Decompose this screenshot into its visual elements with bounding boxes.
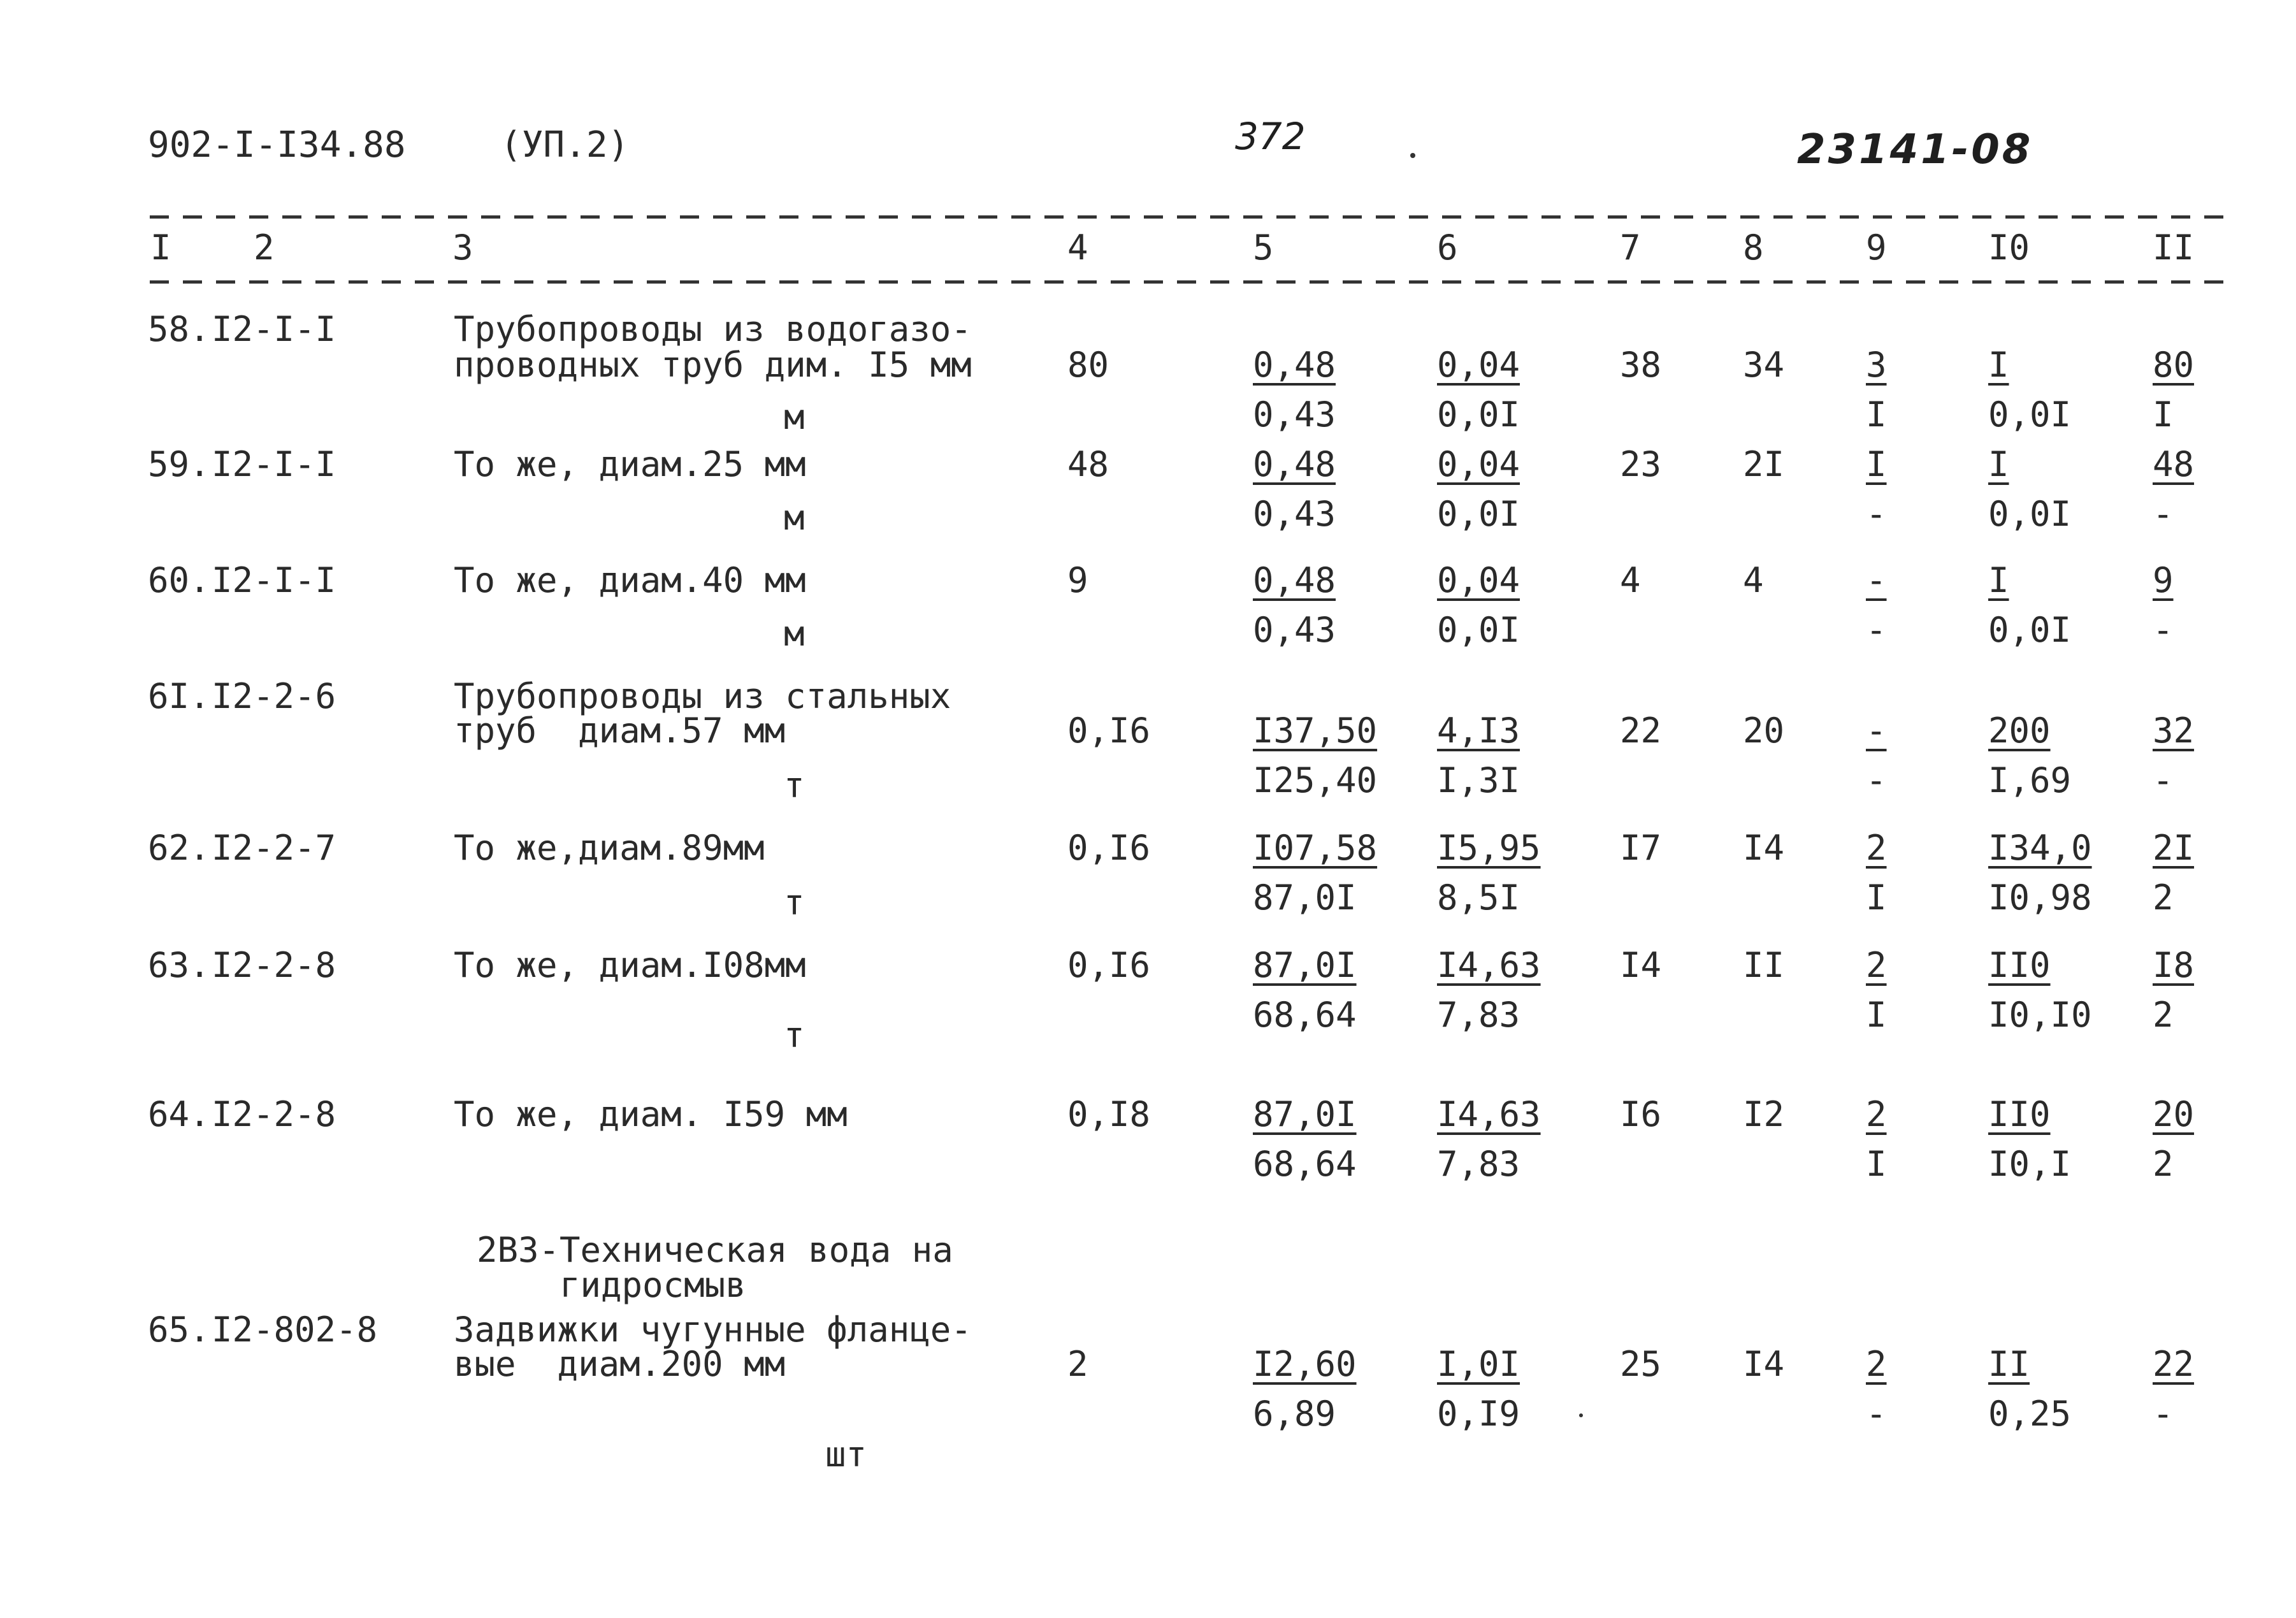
cell-col11-bottom: - (2153, 610, 2174, 650)
cell-col11-bottom: 2 (2153, 878, 2174, 918)
row-description: проводных труб дим. I5 мм (454, 345, 972, 385)
section-heading: гидросмыв (560, 1265, 746, 1305)
row-code: I2-2-8 (212, 1094, 336, 1134)
cell-col6-bottom: 0,0I (1437, 494, 1520, 534)
cell-col10-bottom: 0,0I (1988, 394, 2072, 435)
row-number: 62. (148, 828, 210, 868)
cell-col5-bottom: 6,89 (1253, 1394, 1336, 1434)
cell-col9-top: 2 (1866, 1344, 1887, 1384)
cell-col8: I4 (1743, 828, 1785, 868)
cell-col9-bottom: I (1866, 394, 1887, 435)
row-unit: м (784, 397, 805, 437)
row-number: 6I. (148, 676, 210, 716)
cell-col5-top: I07,58 (1253, 828, 1378, 868)
row-code: I2-2-6 (212, 676, 336, 716)
cell-col9-top: - (1866, 711, 1887, 751)
cell-col5-bottom: 68,64 (1253, 1144, 1357, 1184)
cell-col7: 22 (1620, 711, 1662, 751)
cell-col9-bottom: I (1866, 995, 1887, 1035)
row-code: I2-2-7 (212, 828, 336, 868)
col-header-7: 7 (1620, 228, 1641, 268)
row-number: 63. (148, 945, 210, 985)
col-header-9: 9 (1866, 228, 1887, 268)
cell-col4: 0,I6 (1067, 828, 1151, 868)
cell-col9-top: 2 (1866, 1094, 1887, 1134)
row-number: 58. (148, 309, 210, 349)
col-header-6: 6 (1437, 228, 1458, 268)
cell-col5-bottom: 0,43 (1253, 610, 1336, 650)
cell-col10-bottom: 0,0I (1988, 610, 2072, 650)
cell-col10-top: I (1988, 444, 2009, 484)
cell-col10-top: I (1988, 560, 2009, 600)
row-unit: т (784, 883, 805, 923)
row-description: То же,диам.89мм (454, 828, 765, 868)
row-unit: т (784, 765, 805, 805)
cell-col4: 48 (1067, 444, 1109, 484)
cell-col6-bottom: 0,0I (1437, 610, 1520, 650)
row-description: То же, диам.40 мм (454, 560, 806, 600)
cell-col10-top: II0 (1988, 945, 2051, 985)
row-description: труб диам.57 мм (454, 711, 786, 751)
cell-col6-top: I,0I (1437, 1344, 1520, 1384)
cell-col6-bottom: 7,83 (1437, 995, 1520, 1035)
row-unit: шт (825, 1434, 867, 1475)
cell-col6-bottom: 0,0I (1437, 394, 1520, 435)
cell-col4: 2 (1067, 1344, 1088, 1384)
cell-col11-top: 2I (2153, 828, 2195, 868)
cell-col6-bottom: 0,I9 (1437, 1394, 1520, 1434)
row-unit: м (784, 614, 805, 654)
cell-col11-bottom: I (2153, 394, 2174, 435)
cell-col5-top: 0,48 (1253, 560, 1336, 600)
cell-col10-bottom: I,69 (1988, 760, 2072, 800)
cell-col4: 0,I6 (1067, 945, 1151, 985)
col-header-5: 5 (1253, 228, 1274, 268)
cell-col10-top: I34,0 (1988, 828, 2092, 868)
cell-col7: I4 (1620, 945, 1662, 985)
col-header-10: I0 (1988, 228, 2030, 268)
row-number: 65. (148, 1310, 210, 1350)
ink-dot (1579, 1413, 1583, 1417)
cell-col11-top: 9 (2153, 560, 2174, 600)
cell-col6-top: I5,95 (1437, 828, 1541, 868)
cell-col9-bottom: I (1866, 1144, 1887, 1184)
cell-col9-bottom: - (1866, 1394, 1887, 1434)
cell-col8: I4 (1743, 1344, 1785, 1384)
cell-col11-bottom: - (2153, 494, 2174, 534)
cell-col6-top: 0,04 (1437, 345, 1520, 385)
section-label: (УП.2) (500, 124, 630, 166)
cell-col8: 34 (1743, 345, 1785, 385)
handwritten-stamp: 23141-08 (1797, 126, 2033, 173)
cell-col8: 20 (1743, 711, 1785, 751)
row-number: 59. (148, 444, 210, 484)
cell-col11-bottom: 2 (2153, 995, 2174, 1035)
row-code: I2-I-I (212, 560, 336, 600)
cell-col11-top: 22 (2153, 1344, 2195, 1384)
header-rule-bottom (150, 280, 2230, 284)
cell-col10-bottom: 0,25 (1988, 1394, 2072, 1434)
ink-dot (1410, 153, 1415, 158)
row-code: I2-I-I (212, 309, 336, 349)
row-description: Задвижки чугунные фланце- (454, 1310, 972, 1350)
row-code: I2-I-I (212, 444, 336, 484)
cell-col9-bottom: - (1866, 610, 1887, 650)
cell-col9-bottom: - (1866, 760, 1887, 800)
cell-col9-top: 3 (1866, 345, 1887, 385)
row-code: I2-802-8 (212, 1310, 378, 1350)
cell-col6-bottom: I,3I (1437, 760, 1520, 800)
cell-col11-bottom: 2 (2153, 1144, 2174, 1184)
cell-col7: 4 (1620, 560, 1641, 600)
cell-col9-bottom: I (1866, 878, 1887, 918)
col-header-4: 4 (1067, 228, 1088, 268)
cell-col9-bottom: - (1866, 494, 1887, 534)
cell-col5-top: 87,0I (1253, 1094, 1357, 1134)
page-number: 372 (1235, 115, 1306, 158)
document-code: 902-I-I34.88 (148, 124, 406, 166)
cell-col11-top: 48 (2153, 444, 2195, 484)
cell-col8: II (1743, 945, 1785, 985)
row-code: I2-2-8 (212, 945, 336, 985)
section-heading: 2В3-Техническая вода на (477, 1230, 953, 1270)
row-description: вые диам.200 мм (454, 1344, 786, 1384)
cell-col5-top: 0,48 (1253, 444, 1336, 484)
cell-col9-top: 2 (1866, 945, 1887, 985)
cell-col6-bottom: 8,5I (1437, 878, 1520, 918)
col-header-2: 2 (254, 228, 275, 268)
cell-col4: 0,I8 (1067, 1094, 1151, 1134)
cell-col11-top: 32 (2153, 711, 2195, 751)
row-description: То же, диам.25 мм (454, 444, 806, 484)
cell-col7: 23 (1620, 444, 1662, 484)
row-unit: т (784, 1015, 805, 1055)
cell-col5-bottom: 68,64 (1253, 995, 1357, 1035)
row-description: Трубопроводы из водогазо- (454, 309, 972, 349)
cell-col5-bottom: 0,43 (1253, 494, 1336, 534)
cell-col5-bottom: I25,40 (1253, 760, 1378, 800)
col-header-1: I (150, 228, 171, 268)
cell-col7: 38 (1620, 345, 1662, 385)
cell-col8: 2I (1743, 444, 1785, 484)
cell-col11-bottom: - (2153, 1394, 2174, 1434)
cell-col6-top: 0,04 (1437, 444, 1520, 484)
cell-col9-top: I (1866, 444, 1887, 484)
cell-col7: 25 (1620, 1344, 1662, 1384)
row-description: То же, диам.I08мм (454, 945, 806, 985)
cell-col11-top: 20 (2153, 1094, 2195, 1134)
cell-col10-bottom: I0,I (1988, 1144, 2072, 1184)
cell-col10-bottom: I0,98 (1988, 878, 2092, 918)
row-description: Трубопроводы из стальных (454, 676, 951, 716)
cell-col9-top: 2 (1866, 828, 1887, 868)
row-description: То же, диам. I59 мм (454, 1094, 848, 1134)
cell-col10-top: II0 (1988, 1094, 2051, 1134)
cell-col10-top: I (1988, 345, 2009, 385)
cell-col7: I6 (1620, 1094, 1662, 1134)
cell-col11-top: 80 (2153, 345, 2195, 385)
cell-col5-bottom: 0,43 (1253, 394, 1336, 435)
cell-col6-top: I4,63 (1437, 945, 1541, 985)
cell-col4: 0,I6 (1067, 711, 1151, 751)
cell-col10-top: II (1988, 1344, 2030, 1384)
cell-col4: 80 (1067, 345, 1109, 385)
cell-col5-bottom: 87,0I (1253, 878, 1357, 918)
cell-col11-top: I8 (2153, 945, 2195, 985)
row-number: 60. (148, 560, 210, 600)
cell-col8: I2 (1743, 1094, 1785, 1134)
col-header-11: II (2153, 228, 2195, 268)
col-header-8: 8 (1743, 228, 1764, 268)
cell-col10-top: 200 (1988, 711, 2051, 751)
cell-col5-top: I37,50 (1253, 711, 1378, 751)
cell-col6-bottom: 7,83 (1437, 1144, 1520, 1184)
cell-col11-bottom: - (2153, 760, 2174, 800)
cell-col4: 9 (1067, 560, 1088, 600)
cell-col10-bottom: I0,I0 (1988, 995, 2092, 1035)
cell-col9-top: - (1866, 560, 1887, 600)
cell-col7: I7 (1620, 828, 1662, 868)
cell-col10-bottom: 0,0I (1988, 494, 2072, 534)
cell-col6-top: 0,04 (1437, 560, 1520, 600)
cell-col6-top: 4,I3 (1437, 711, 1520, 751)
cell-col5-top: 87,0I (1253, 945, 1357, 985)
cell-col5-top: 0,48 (1253, 345, 1336, 385)
header-rule-top (150, 215, 2230, 219)
cell-col8: 4 (1743, 560, 1764, 600)
row-number: 64. (148, 1094, 210, 1134)
cell-col6-top: I4,63 (1437, 1094, 1541, 1134)
cell-col5-top: I2,60 (1253, 1344, 1357, 1384)
col-header-3: 3 (452, 228, 473, 268)
row-unit: м (784, 498, 805, 538)
